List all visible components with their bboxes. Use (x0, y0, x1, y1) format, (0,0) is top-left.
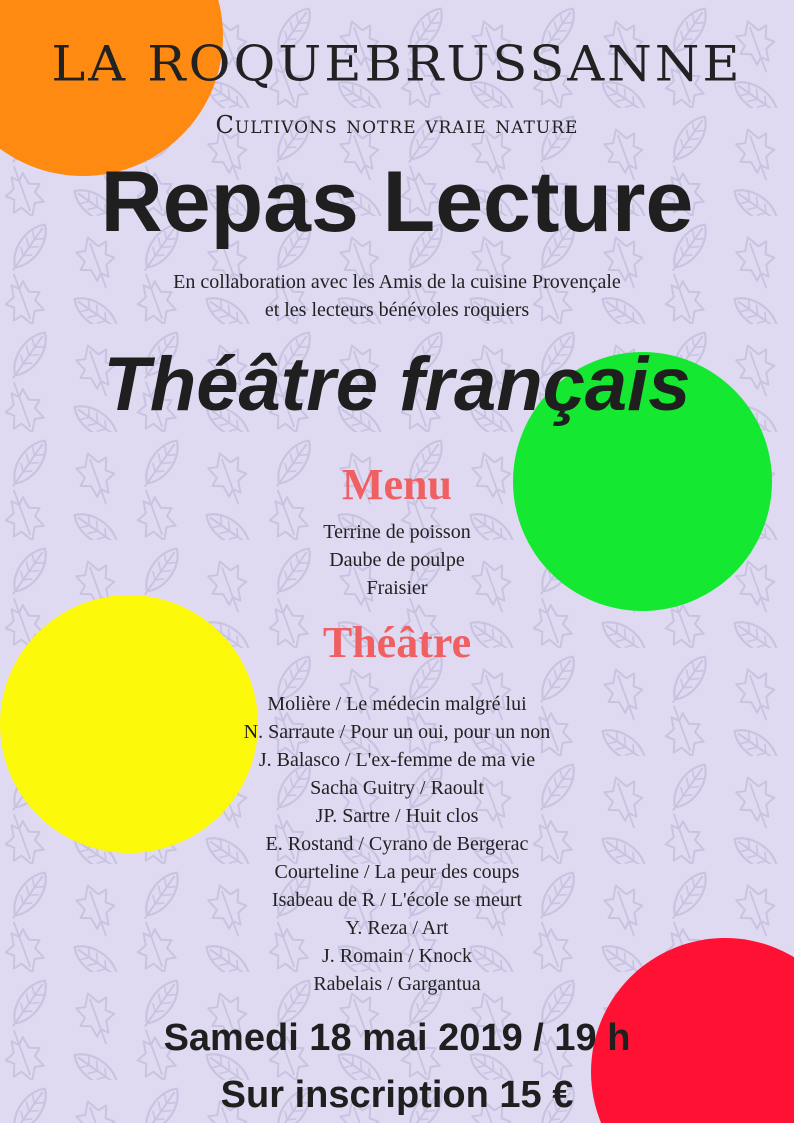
collaboration-line: et les lecteurs bénévoles roquiers (264, 299, 530, 321)
play-item: E. Rostand / Cyrano de Bergerac (265, 833, 529, 855)
menu-list (0, 518, 794, 602)
play-item: Isabeau de R / L'école se meurt (271, 889, 523, 911)
play-item: JP. Sartre / Huit clos (315, 805, 479, 827)
menu-item: Terrine de poisson (323, 521, 471, 543)
play-item: J. Romain / Knock (322, 945, 472, 967)
play-item: Sacha Guitry / Raoult (310, 777, 484, 799)
menu-heading: Menu (342, 460, 452, 509)
play-item: Courteline / La peur des coups (274, 861, 520, 883)
event-date: Samedi 18 mai 2019 / 19 h (163, 1017, 631, 1059)
play-item: Molière / Le médecin malgré lui (267, 693, 527, 715)
collaboration-line: En collaboration avec les Amis de la cuisine Provençale (173, 271, 621, 293)
play-item: N. Sarraute / Pour un oui, pour un non (243, 721, 551, 743)
menu-item: Daube de poulpe (329, 549, 465, 571)
menu-item: Fraisier (366, 577, 428, 599)
collaboration-text (0, 268, 794, 324)
registration-price: Sur inscription 15 € (220, 1074, 574, 1116)
village-motto: Cultivons notre vraie nature (215, 111, 579, 139)
event-theme: Théâtre français (103, 342, 691, 427)
play-list (0, 690, 794, 998)
play-item: J. Balasco / L'ex-femme de ma vie (258, 749, 536, 771)
theatre-heading: Théâtre (322, 618, 472, 667)
play-item: Rabelais / Gargantua (313, 973, 481, 995)
event-title: Repas Lecture (100, 154, 694, 250)
play-item: Y. Reza / Art (345, 917, 449, 939)
village-name: LA ROQUEBRUSSANNE (51, 36, 743, 93)
